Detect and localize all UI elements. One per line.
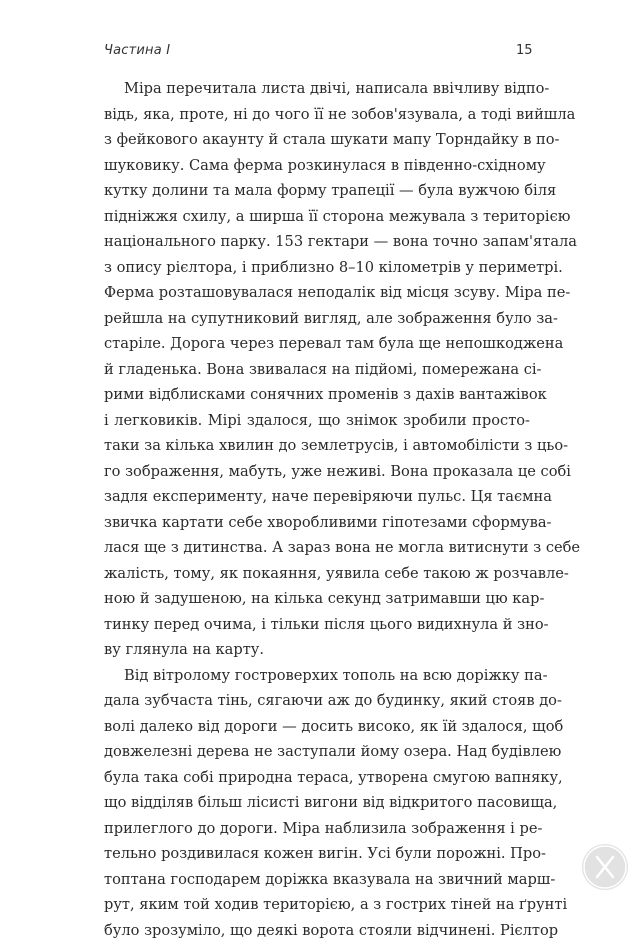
text-line: з фейкового акаунту й стала шукати мапу Торндайку в по-: [104, 127, 530, 153]
text-line: підніжжя схилу, а ширша її сторона межувала з територією: [104, 204, 530, 230]
text-line: рут, яким той ходив територією, а з гострих тіней на ґрунті: [104, 892, 530, 918]
text-line: з опису рієлтора, і приблизно 8–10 кілометрів у периметрі.: [104, 255, 530, 281]
text-line: Від вітролому гостроверхих тополь на всю доріжку па-: [104, 663, 530, 689]
text-line: й гладенька. Вона звивалася на підйомі, помережана сі-: [104, 357, 530, 383]
body-text: [104, 76, 530, 943]
text-line: лася ще з дитинства. А зараз вона не могла витиснути з себе: [104, 535, 530, 561]
text-line: кутку долини та мала форму трапеції — була вужчою біля: [104, 178, 530, 204]
text-line: ву глянула на карту.: [104, 637, 530, 663]
text-line: відь, яка, проте, ні до чого її не зобов'язувала, а тоді вийшла: [104, 102, 530, 128]
text-line: Ферма розташовувалася неподалік від місця зсуву. Міра пе-: [104, 280, 530, 306]
x-seal-icon: [582, 844, 628, 890]
text-line: старіле. Дорога через перевал там була ще непошкоджена: [104, 331, 530, 357]
text-line: шуковику. Сама ферма розкинулася в південно-східному: [104, 153, 530, 179]
text-line: таки за кілька хвилин до землетрусів, і автомобілісти з цьо-: [104, 433, 530, 459]
text-line: задля експерименту, наче перевіряючи пульс. Ця таємна: [104, 484, 530, 510]
text-line: тинку перед очима, і тільки після цього видихнула й зно-: [104, 612, 530, 638]
page-number: 15: [516, 43, 533, 58]
running-head-section: Частина I: [104, 43, 170, 58]
text-line: топтана господарем доріжка вказувала на звичний марш-: [104, 867, 530, 893]
text-line: рейшла на супутниковий вигляд, але зображення було за-: [104, 306, 530, 332]
text-line: дала зубчаста тінь, сягаючи аж до будинку, який стояв до-: [104, 688, 530, 714]
text-line: жалість, тому, як покаяння, уявила себе такою ж розчавле-: [104, 561, 530, 587]
text-line: волі далеко від дороги — досить високо, як їй здалося, щоб: [104, 714, 530, 740]
text-line: була така собі природна тераса, утворена смугою вапняку,: [104, 765, 530, 791]
text-line: довжелезні дерева не заступали йому озера. Над будівлею: [104, 739, 530, 765]
text-line: рими відблисками сонячних променів з дахів вантажівок: [104, 382, 530, 408]
text-line: що відділяв більш лісисті вигони від відкритого пасовища,: [104, 790, 530, 816]
text-line: ною й задушеною, на кілька секунд затримавши цю кар-: [104, 586, 530, 612]
text-line: національного парку. 153 гектари — вона точно запам'ятала: [104, 229, 530, 255]
text-line: Міра перечитала листа двічі, написала ввічливу відпо-: [104, 76, 530, 102]
text-line: го зображення, мабуть, уже неживі. Вона проказала це собі: [104, 459, 530, 485]
text-line: і легковиків. Мірі здалося, що знімок зробили просто-: [104, 408, 530, 434]
text-line: було зрозуміло, що деякі ворота стояли відчинені. Рієлтор: [104, 918, 530, 943]
text-line: звичка картати себе хворобливими гіпотезами сформува-: [104, 510, 530, 536]
text-line: прилеглого до дороги. Міра наблизила зображення і ре-: [104, 816, 530, 842]
text-line: тельно роздивилася кожен вигін. Усі були порожні. Про-: [104, 841, 530, 867]
